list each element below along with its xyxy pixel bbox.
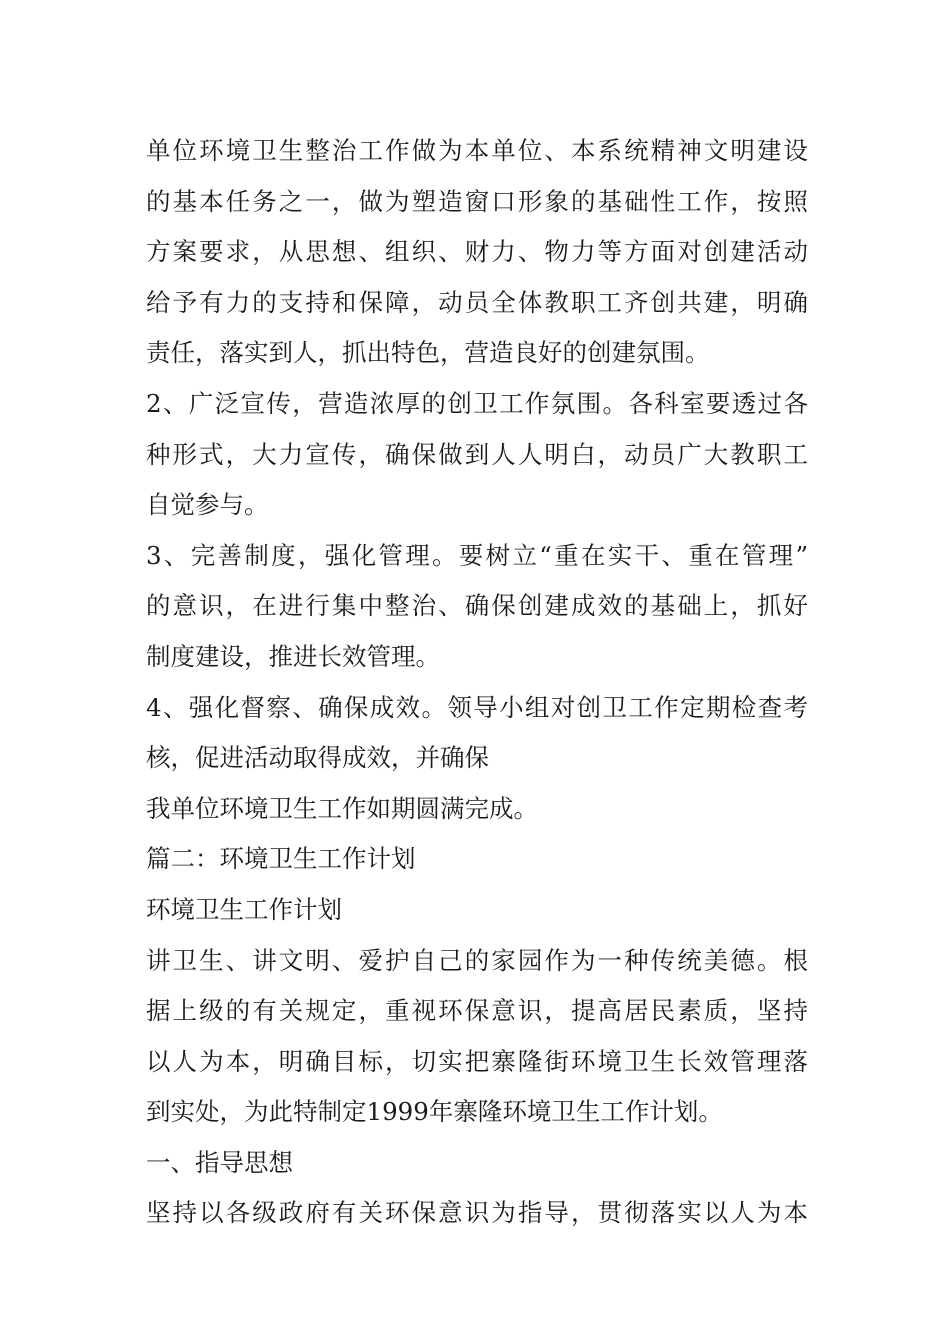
paragraph-line: 讲卫生、讲文明、爱护自己的家园作为一种传统美德。根: [146, 945, 808, 975]
section-title: 环境卫生工作计划: [146, 894, 342, 924]
paragraph-line: 责任，落实到人，抓出特色，营造良好的创建氛围。: [146, 338, 710, 368]
paragraph-line: 坚持以各级政府有关环保意识为指导，贯彻落实以人为本: [146, 1198, 808, 1228]
paragraph-line: 种形式，大力宣传，确保做到人人明白，动员广大教职工: [146, 439, 808, 469]
paragraph-line: 单位环境卫生整治工作做为本单位、本系统精神文明建设: [146, 136, 808, 165]
paragraph-line: 给予有力的支持和保障，动员全体教职工齐创共建，明确: [146, 287, 808, 317]
section-heading: 篇二：环境卫生工作计划: [146, 844, 416, 874]
paragraph-line: 2、广泛宣传，营造浓厚的创卫工作氛围。各科室要透过各: [146, 388, 808, 418]
paragraph-line: 3、完善制度，强化管理。要树立“重在实干、重在管理”: [146, 540, 808, 570]
document-body: [146, 126, 808, 1239]
paragraph-line: 核，促进活动取得成效，并确保: [146, 743, 489, 773]
paragraph-line: 制度建设，推进长效管理。: [146, 641, 440, 671]
paragraph-line: 自觉参与。: [146, 490, 269, 520]
subsection-heading: 一、指导思想: [146, 1147, 293, 1177]
paragraph-line: 方案要求，从思想、组织、财力、物力等方面对创建活动: [146, 237, 808, 267]
paragraph-line: 4、强化督察、确保成效。领导小组对创卫工作定期检查考: [146, 692, 808, 722]
paragraph-line: 的意识，在进行集中整治、确保创建成效的基础上，抓好: [146, 591, 808, 621]
paragraph-line: 以人为本，明确目标，切实把寨隆街环境卫生长效管理落: [146, 1046, 808, 1076]
paragraph-line: 的基本任务之一，做为塑造窗口形象的基础性工作，按照: [146, 186, 808, 216]
paragraph-line: 到实处，为此特制定1999年寨隆环境卫生工作计划。: [146, 1097, 723, 1127]
paragraph-line: 我单位环境卫生工作如期圆满完成。: [146, 793, 538, 823]
paragraph-line: 据上级的有关规定，重视环保意识，提高居民素质，坚持: [146, 996, 808, 1026]
